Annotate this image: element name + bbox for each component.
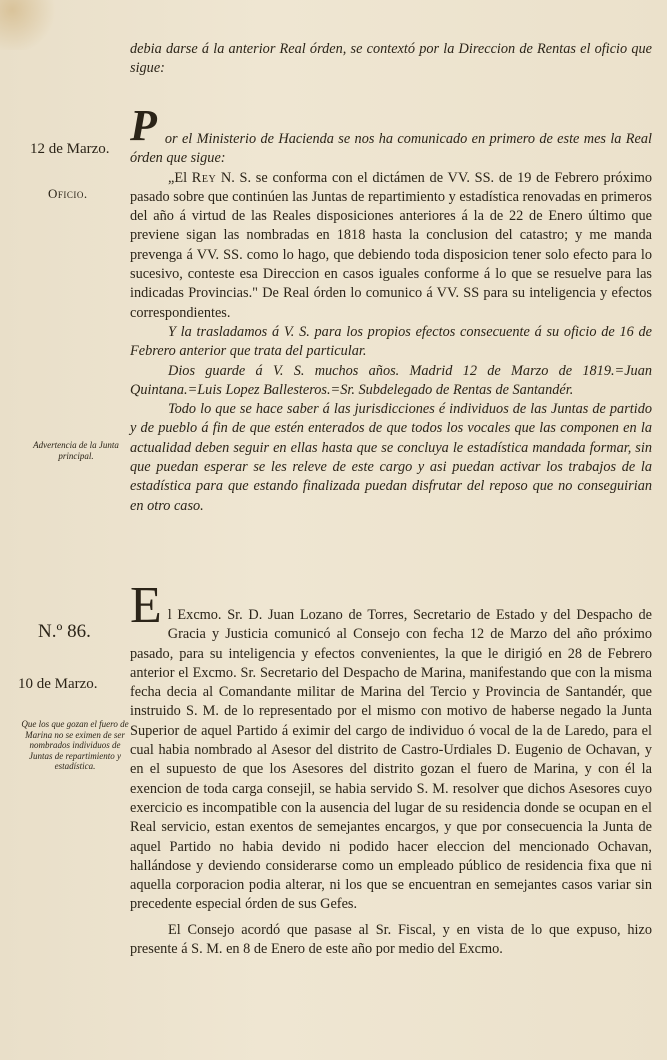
top-continuation-text	[130, 40, 652, 79]
top-text: debia darse á la anterior Real órden, se contextó por la Direccion de Rentas el oficio que sigue:	[130, 41, 652, 77]
section-1	[130, 101, 652, 516]
margin-fuero-note: Que los que gozan el fuero de Marina no se eximen de ser nombrados individuos de Juntas de repartimiento y estadística.	[21, 719, 129, 771]
royal-order-quote: „El Rey N. S. se conforma con el dictámen de VV. SS. de 19 de Febrero próximo pasado sobre que continúen las Juntas de repartimiento y estadística renovadas en primeros del año á virtud de las Reales disposiciones anteriores á la de 22 de Enero último que previene sigan las nombradas en 1818 hasta la conclusion del catastro; y me manda prevenga á VV. SS. como lo hago, que debiendo toda disposicion tener solo efecto para lo sucesivo, conteste esa Direccion en casos iguales conforme á lo que se resuelve para las indicadas Provincias." De Real órden lo comunico á VV. SS para su inteligencia y efectos correspondientes.	[130, 169, 652, 321]
paper-stain	[0, 0, 60, 50]
advertencia-paragraph: Todo lo que se hace saber á las jurisdicciones é individuos de las Juntas de partido y de pueblo á fin de que estén enterados de que todos los vocales que las componen en la actualidad deben seguir en ellas hasta que se concluya le estadística mandada formar, sin que puedan esperar se les releve de este cargo y asi puedan activar los trabajos de la estadística para que estando finalizada puedan disfrutar del reposo que no conseguirian en otro caso.	[130, 401, 652, 514]
section-1-intro: or el Ministerio de Hacienda se nos ha comunicado en primero de este mes la Real órden que sigue:	[130, 131, 652, 167]
consejo-paragraph: El Consejo acordó que pasase al Sr. Fiscal, y en vista de lo que expuso, hizo presente á S. M. en 8 de Enero de este año por medio del Excmo.	[130, 921, 652, 958]
margin-date-1: 12 de Marzo.	[30, 141, 110, 157]
margin-number: N.º 86.	[38, 621, 91, 642]
margin-oficio: Oficio.	[48, 186, 88, 201]
drop-cap-p: P	[130, 101, 157, 150]
section-2-body: l Excmo. Sr. D. Juan Lozano de Torres, Secretario de Estado y del Despacho de Gracia y Justicia comunicó al Consejo con fecha 12 de Marzo del año próximo pasado, para su inteligencia y efectos convenientes, la que le dirigió en 28 de Febrero anterior el Excmo. Sr. Secretario del Despacho de Marina, manifestando que con la misma fecha decia al Comandante militar de Marina del Tercio y Provincia de Santandér, que instruido S. M. de lo representado por el mismo con motivo de haberse negado la Junta Superior de aquel Partido á eximir del cargo de individuo ó vocal de la de Laredo, para el cual habia nombrado al Asesor del distrito de Castro-Urdiales D. Eugenio de Ochavan, y en el supuesto de que los Asesores del distrito gozan el fuero de Marina, y con él la exencion de toda carga consejil, se habia servido S. M. resolver que dichos Asesores cuyo exercicio es incompatible con la ausencia del lugar de su residencia donde se ocupan en el Real servicio, estan exentos de semejantes encargos, y que por consecuencia la Junta de aquel Partido no habia devido ni podido hacer eleccion del mencionado Ochavan, hallándose y deviendo considerarse como un empleado público de residencia fixa que ni aquella corporacion podia alterar, ni los que se encuentran en semejantes casos variar sin precedente especial órden de sus Gefes.	[130, 607, 652, 913]
trasladamos-paragraph: Y la trasladamos á V. S. para los propios efectos consecuente á su oficio de 16 de Febrero anterior que trata del particular.	[130, 323, 652, 360]
margin-advertencia: Advertencia de la Junta principal.	[33, 440, 119, 461]
closing-paragraph: Dios guarde á V. S. muchos años. Madrid 12 de Marzo de 1819.=Juan Quintana.=Luis Lopez Ballesteros.=Sr. Subdelegado de Rentas de Santandér.	[130, 362, 652, 398]
section-2	[130, 577, 652, 959]
drop-cap-e: E	[130, 577, 162, 634]
margin-date-2: 10 de Marzo.	[18, 676, 98, 692]
